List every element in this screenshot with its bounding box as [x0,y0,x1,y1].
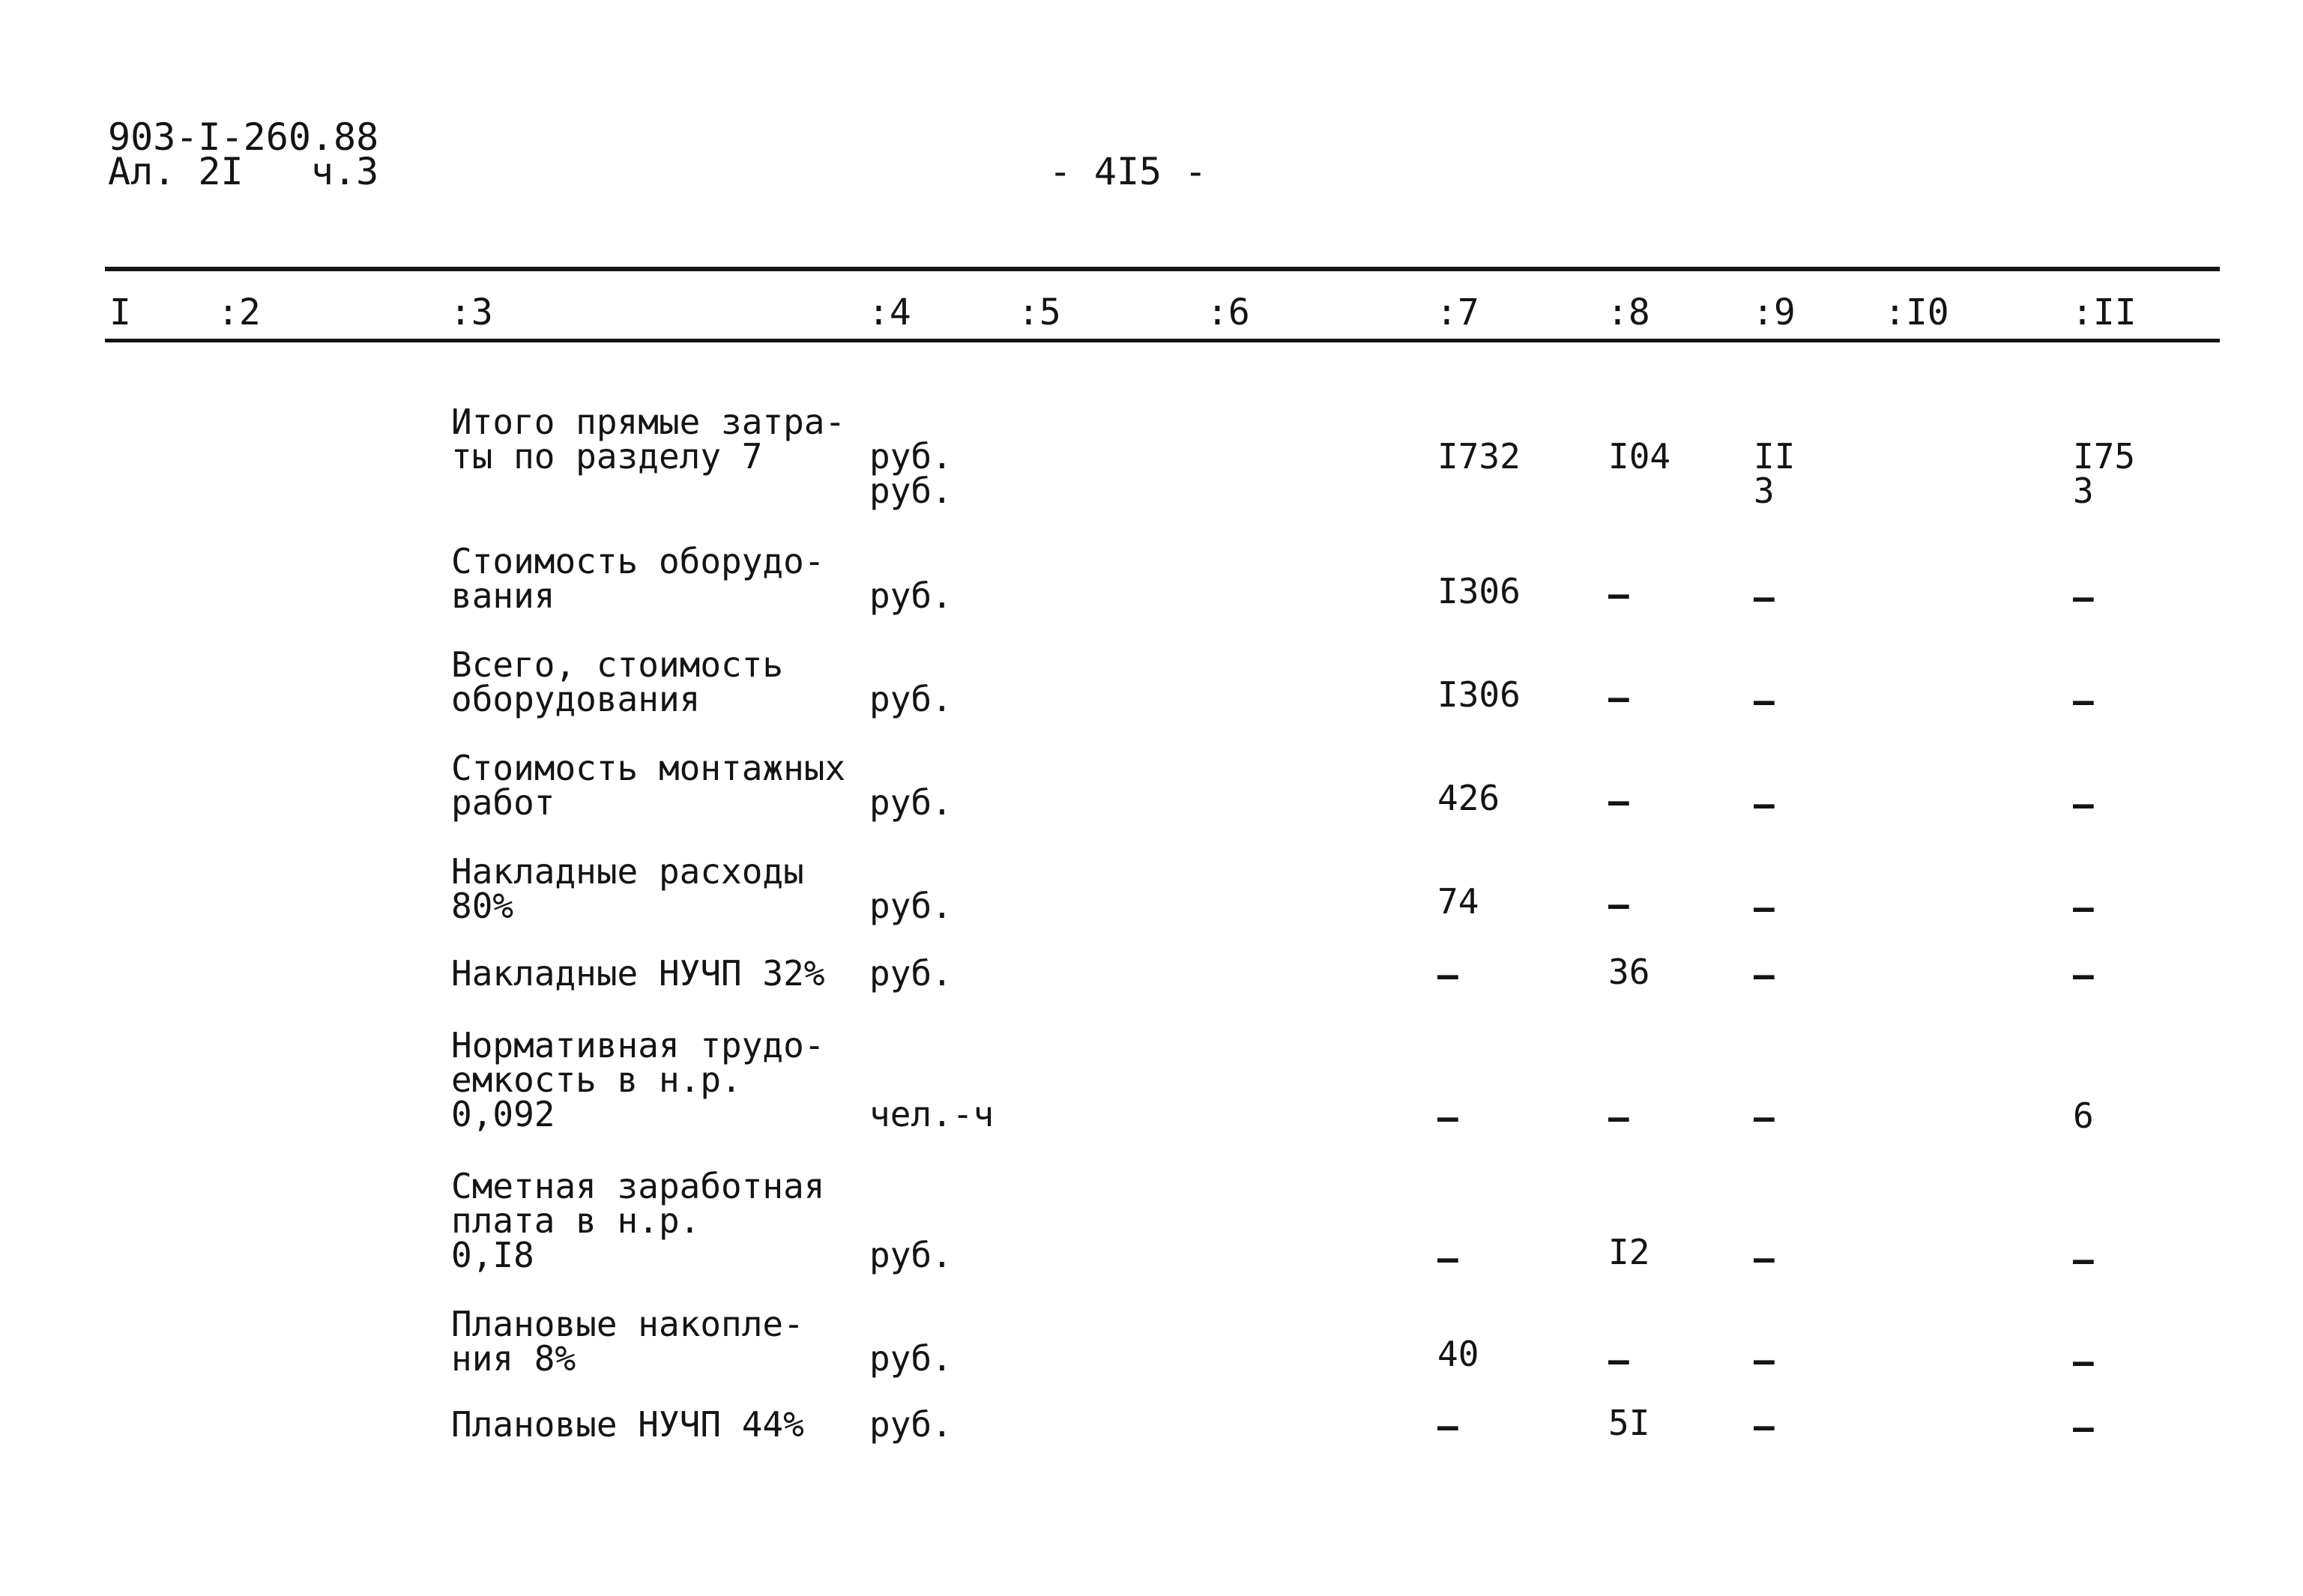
row-name: Накладные расходы 80% [451,851,804,926]
row-value-col-9: – [1754,1406,1775,1446]
row-value-col-8: – [1608,1340,1629,1380]
column-header-5: :5 [1018,291,1061,333]
row-name: Плановые НУЧП 44% [451,1404,804,1445]
row-value-col-7: 426 [1437,778,1500,818]
row-value-col-11: I75 3 [2073,436,2136,511]
row-unit: руб. [869,886,953,926]
row-value-col-7: 74 [1437,881,1479,922]
row-value-col-7: – [1437,1406,1458,1446]
row-unit: руб. [869,575,953,616]
row-unit: руб. [869,679,953,719]
row-name: Всего, стоимость оборудования [451,644,784,719]
row-value-col-9: – [1754,1238,1775,1278]
row-value-col-8: – [1608,677,1629,718]
column-header-4: :4 [868,291,911,333]
document-code-line-1: 903-I-260.88 [108,115,379,159]
row-value-col-11: – [2073,784,2094,824]
row-value-col-8: – [1608,574,1629,614]
column-header-8: :8 [1607,291,1650,333]
page-number: - 4I5 - [1048,150,1207,193]
row-value-col-8: I2 [1608,1232,1650,1272]
column-header-10: :I0 [1884,291,1949,333]
table-header-rule [105,339,2220,342]
column-header-7: :7 [1436,291,1479,333]
row-name: Плановые накопле- ния 8% [451,1304,804,1379]
row-value-col-9: II 3 [1754,436,1796,511]
row-name: Стоимость оборудо- вания [451,541,825,616]
row-value-col-9: – [1754,955,1775,995]
row-value-col-7: I306 [1437,571,1521,611]
column-header-1: I [109,291,131,333]
row-value-col-11: – [2073,1239,2094,1280]
row-value-col-8: I04 [1608,436,1671,477]
row-value-col-11: 6 [2073,1095,2094,1136]
table-top-rule [105,267,2220,271]
row-name: Стоимость монтажных работ [451,748,846,823]
column-header-9: :9 [1752,291,1796,333]
row-value-col-11: – [2073,1407,2094,1448]
row-value-col-11: – [2073,680,2094,721]
row-value-col-7: – [1437,1238,1458,1278]
column-header-6: :6 [1207,291,1250,333]
row-value-col-7: I732 [1437,436,1521,477]
row-value-col-11: – [2073,577,2094,617]
row-value-col-8: – [1608,1097,1629,1137]
row-value-col-7: I306 [1437,674,1521,715]
row-unit: руб. руб. [869,436,953,511]
row-value-col-11: – [2073,955,2094,995]
row-unit: руб. [869,1235,953,1275]
row-unit: руб. [869,1404,953,1445]
row-name: Накладные НУЧП 32% [451,953,825,994]
row-unit: руб. [869,782,953,823]
row-value-col-8: – [1608,781,1629,821]
row-value-col-8: 5I [1608,1403,1650,1443]
row-value-col-8: – [1608,884,1629,925]
row-value-col-9: – [1754,1340,1775,1380]
row-value-col-7: – [1437,1097,1458,1137]
row-name: Нормативная трудо- емкость в н.р. 0,092 [451,1025,825,1134]
row-unit: чел.-ч [869,1094,994,1134]
row-value-col-7: – [1437,955,1458,995]
row-value-col-7: 40 [1437,1334,1479,1374]
row-value-col-9: – [1754,887,1775,928]
document-code [108,115,379,193]
row-value-col-9: – [1754,1097,1775,1137]
row-name: Итого прямые затра- ты по разделу 7 [451,402,846,477]
row-value-col-9: – [1754,784,1775,824]
row-value-col-8: 36 [1608,952,1650,992]
row-name: Сметная заработная плата в н.р. 0,I8 [451,1166,825,1275]
document-code-line-2: Ал. 2I ч.3 [108,150,379,193]
row-value-col-9: – [1754,577,1775,617]
column-header-2: :2 [217,291,261,333]
row-value-col-9: – [1754,680,1775,721]
row-value-col-11: – [2073,1341,2094,1382]
row-unit: руб. [869,1338,953,1379]
row-value-col-11: – [2073,887,2094,928]
column-header-3: :3 [450,291,493,333]
row-unit: руб. [869,953,953,994]
column-header-11: :II [2071,291,2137,333]
